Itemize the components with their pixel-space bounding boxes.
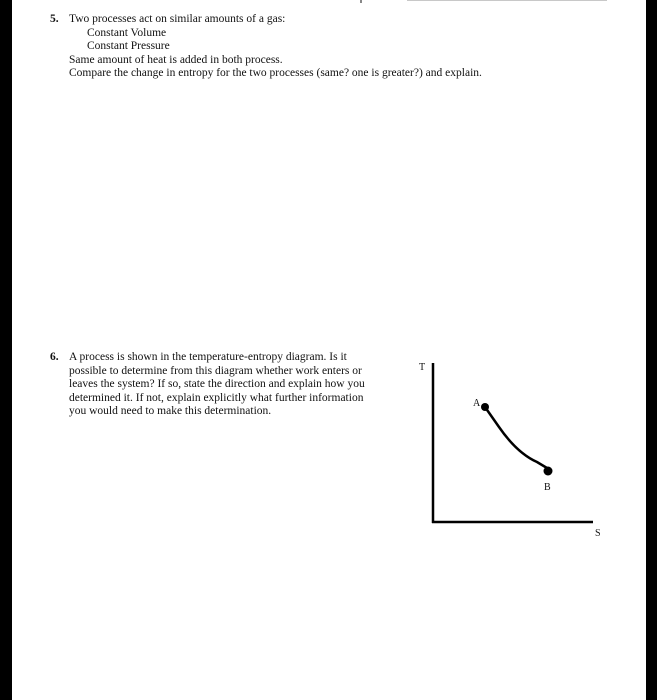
question-5-number: 5. <box>50 13 59 25</box>
question-6-line-3: leaves the system? If so, state the direction and explain how you <box>69 378 365 390</box>
question-6-line-5: you would need to make this determination. <box>69 405 272 417</box>
ts-diagram-svg <box>417 355 607 545</box>
header-rule <box>407 0 607 1</box>
question-6-line-2: possible to determine from this diagram whether work enters or <box>69 364 362 377</box>
question-5-body <box>69 13 589 81</box>
worksheet-page <box>12 0 646 700</box>
question-6-line-4: determined it. If not, explain explicitly what further information <box>69 391 364 404</box>
question-5-line-1: Two processes act on similar amounts of a gas: <box>69 13 286 25</box>
x-axis-label: S <box>595 528 601 539</box>
point-b <box>544 467 553 476</box>
question-5-line-5: Compare the change in entropy for the two processes (same? one is greater?) and explain. <box>69 67 482 79</box>
point-a-label: A <box>473 398 481 409</box>
question-6-line-1: A process is shown in the temperature-entropy diagram. Is it <box>69 351 347 363</box>
question-6-number: 6. <box>50 351 59 363</box>
point-b-label: B <box>544 482 551 493</box>
temperature-entropy-diagram <box>417 355 607 545</box>
question-5-line-4: Same amount of heat is added in both process. <box>69 53 283 66</box>
header-tick-mark <box>360 0 362 3</box>
question-6-body <box>69 351 389 419</box>
question-5-line-3: Constant Pressure <box>87 40 170 52</box>
point-a <box>481 403 489 411</box>
y-axis-label: T <box>419 362 426 373</box>
question-5-line-2: Constant Volume <box>87 26 167 39</box>
process-curve <box>485 407 547 468</box>
